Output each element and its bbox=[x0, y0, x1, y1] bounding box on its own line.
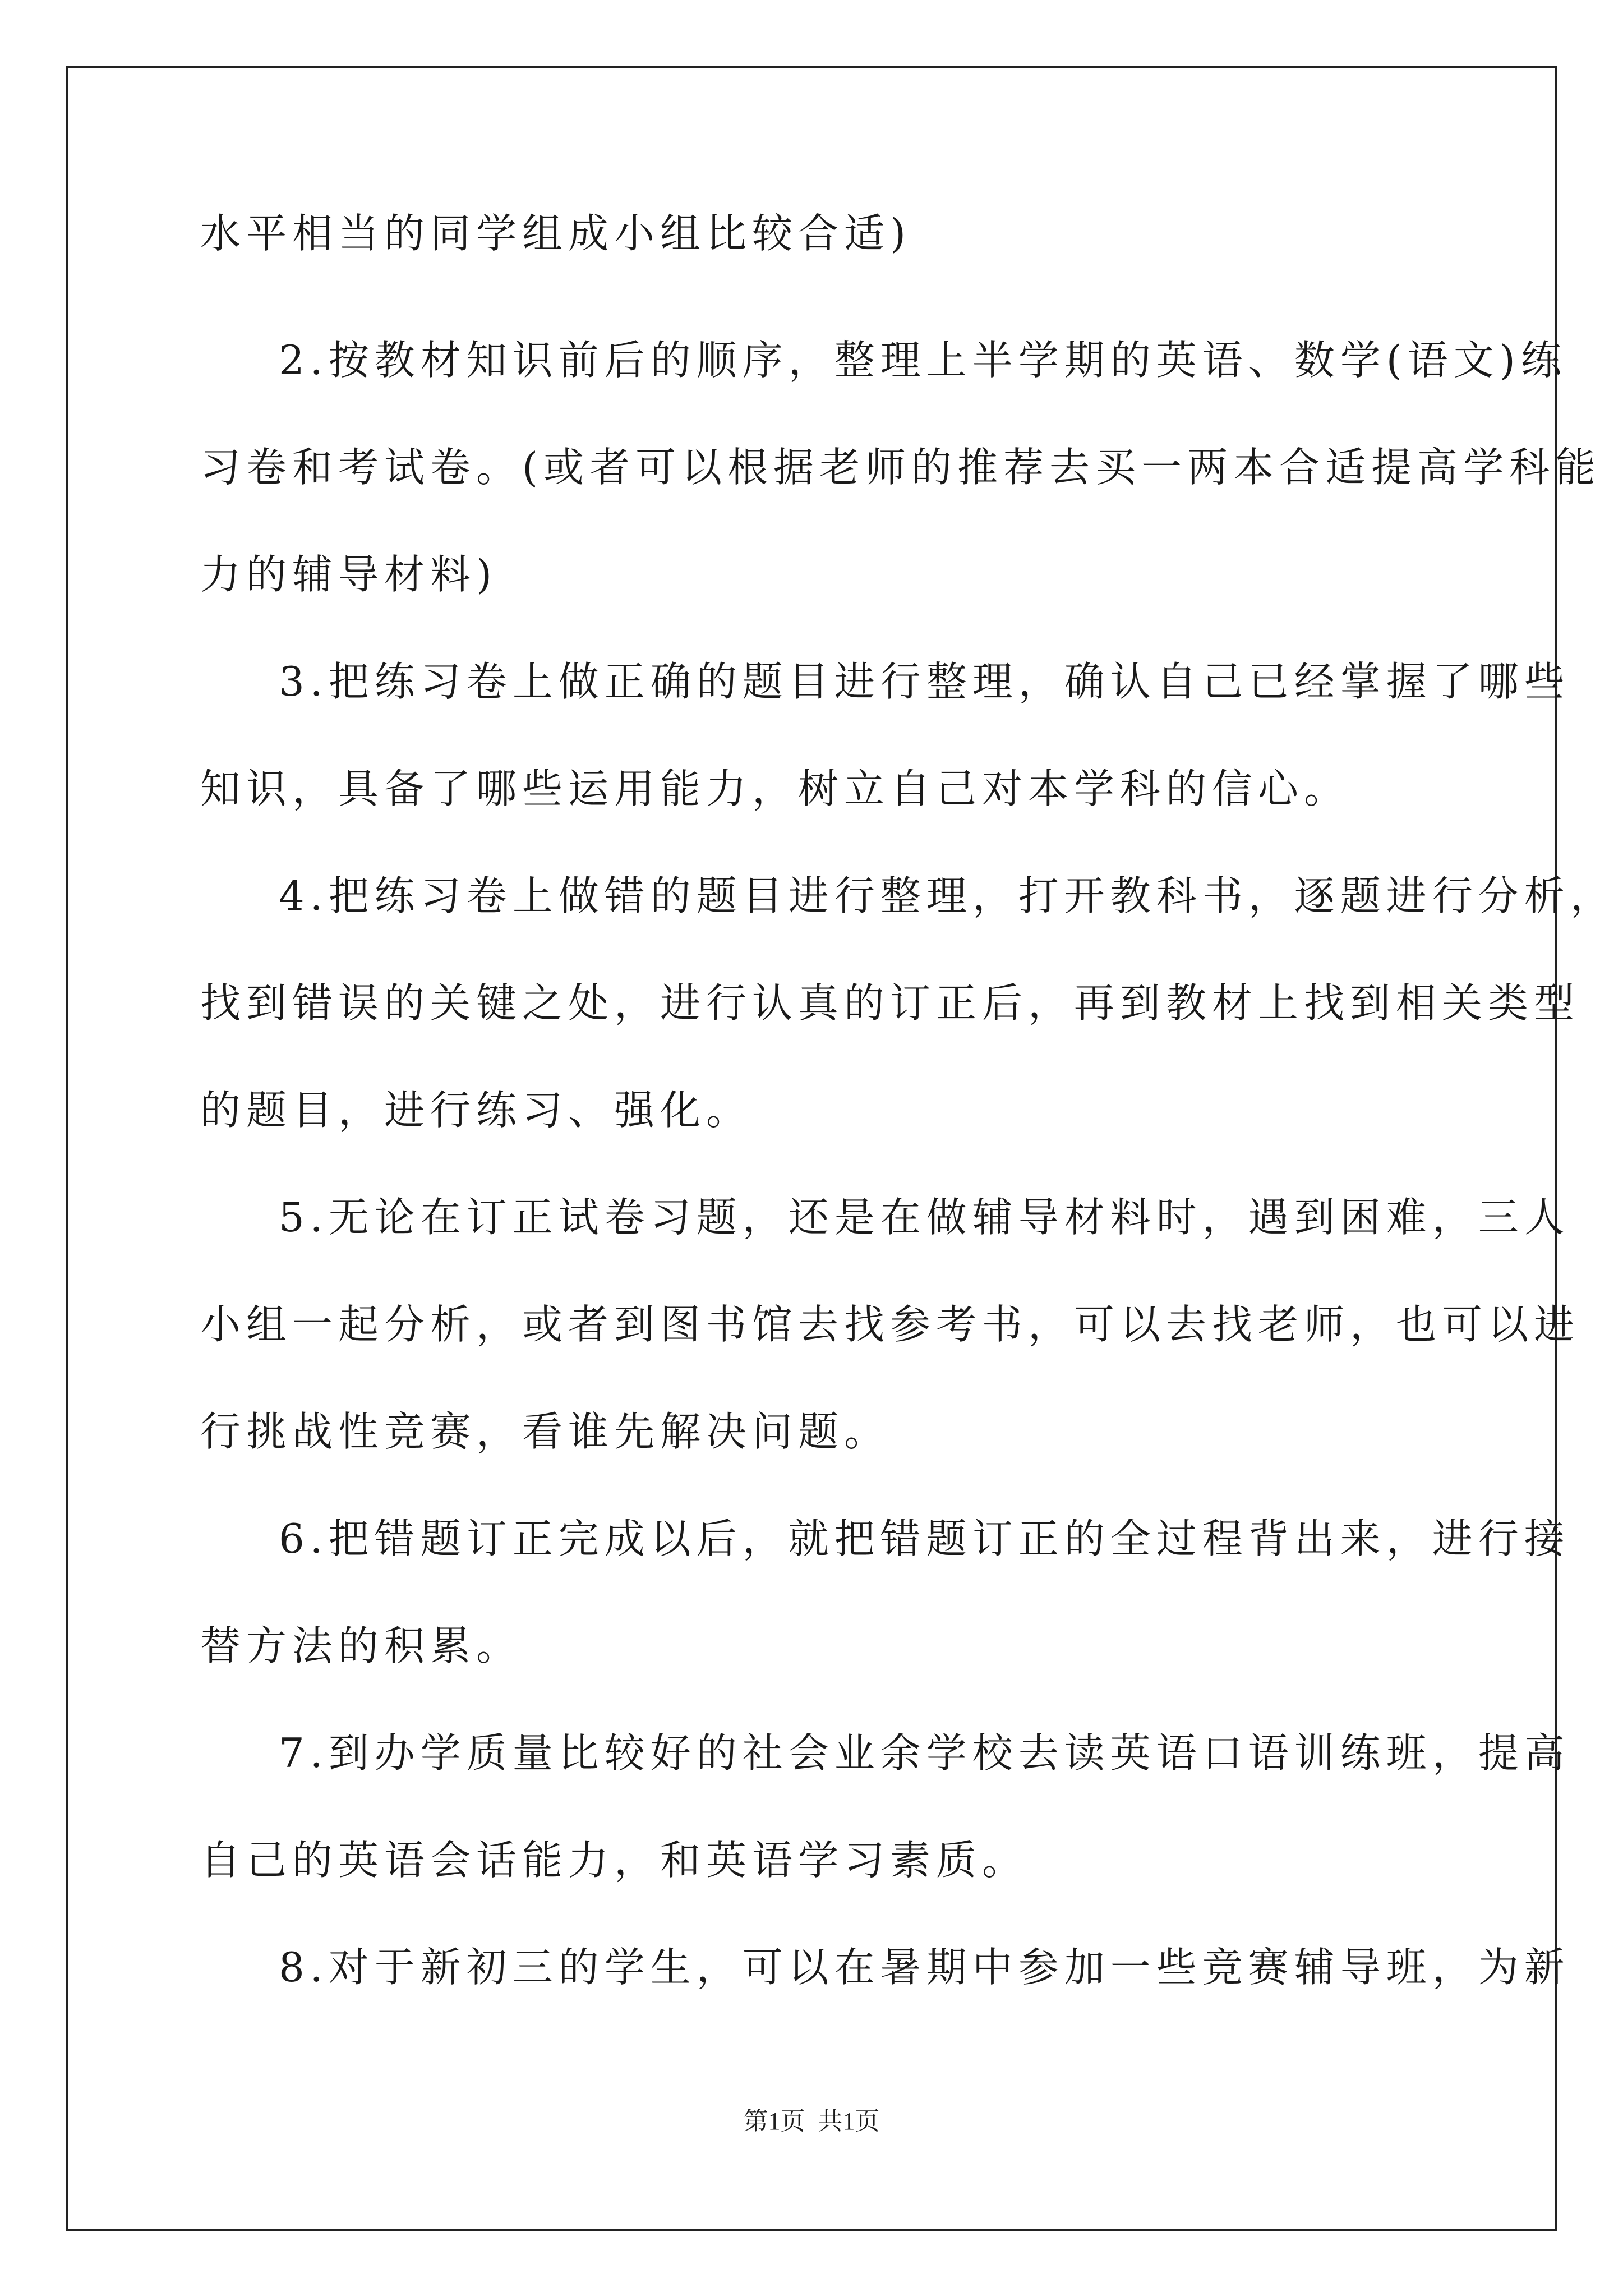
text-line: 替方法的积累。 bbox=[200, 1622, 523, 1669]
text-line: 自己的英语会话能力，和英语学习素质。 bbox=[200, 1837, 1029, 1884]
text-line: 习卷和考试卷。(或者可以根据老师的推荐去买一两本合适提高学科能 bbox=[200, 444, 1602, 491]
text-line: 4.把练习卷上做错的题目进行整理，打开教科书，逐题进行分析， bbox=[279, 872, 1616, 919]
text-line: 找到错误的关键之处，进行认真的订正后，再到教材上找到相关类型 bbox=[200, 979, 1580, 1027]
text-line: 2.按教材知识前后的顺序，整理上半学期的英语、数学(语文)练 bbox=[279, 337, 1567, 384]
text-line: 知识，具备了哪些运用能力，树立自己对本学科的信心。 bbox=[200, 765, 1350, 812]
text-line: 行挑战性竞赛，看谁先解决问题。 bbox=[200, 1408, 891, 1455]
page-total: 共1页 bbox=[818, 2108, 880, 2135]
page-border bbox=[66, 66, 1557, 2231]
text-line: 5.无论在订正试卷习题，还是在做辅导材料时，遇到困难，三人 bbox=[279, 1194, 1570, 1241]
page-footer bbox=[0, 2105, 1623, 2138]
text-line: 力的辅导材料) bbox=[200, 551, 498, 598]
text-line: 水平相当的同学组成小组比较合适) bbox=[200, 210, 912, 257]
text-line: 8.对于新初三的学生，可以在暑期中参加一些竞赛辅导班，为新 bbox=[279, 1944, 1570, 1991]
text-line: 3.把练习卷上做正确的题目进行整理，确认自己已经掌握了哪些 bbox=[279, 658, 1570, 705]
text-line: 小组一起分析，或者到图书馆去找参考书，可以去找老师，也可以进 bbox=[200, 1301, 1580, 1348]
text-line: 6.把错题订正完成以后，就把错题订正的全过程背出来，进行接 bbox=[279, 1515, 1570, 1562]
page-number: 第1页 bbox=[743, 2108, 805, 2135]
text-line: 的题目，进行练习、强化。 bbox=[200, 1087, 753, 1134]
text-line: 7.到办学质量比较好的社会业余学校去读英语口语训练班，提高 bbox=[279, 1729, 1570, 1777]
